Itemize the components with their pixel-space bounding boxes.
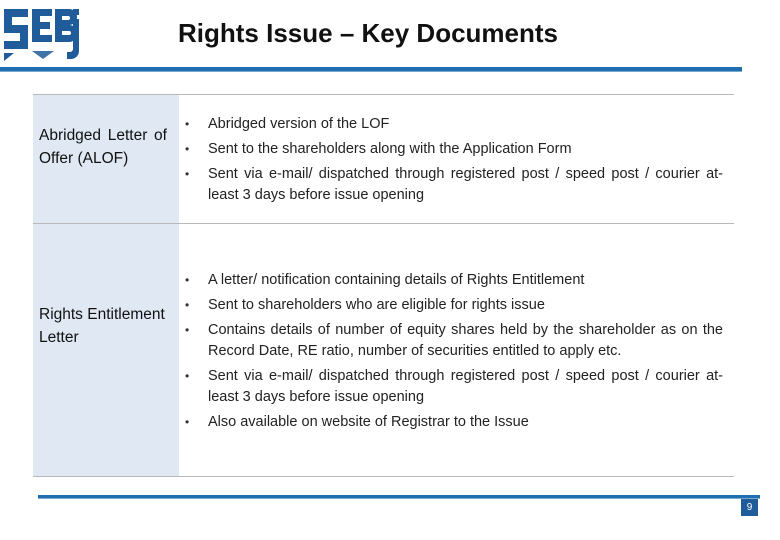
page-number: 9 [741, 499, 758, 516]
page-title: Rights Issue – Key Documents [178, 18, 558, 48]
list-item: • Sent to shareholders who are eligible for rights issue [183, 295, 723, 316]
list-item: • A letter/ notification containing details of Rights Entitlement [183, 270, 723, 291]
list-item: • Sent to the shareholders along with the Application Form [183, 139, 723, 160]
row-label: Rights Entitlement Letter [39, 306, 165, 346]
row-bullet-list [183, 114, 723, 210]
list-item: • Sent via e-mail/ dispatched through registered post / speed post / courier at-least 3 days before issue opening [183, 164, 723, 206]
row-label-cell [33, 224, 179, 477]
header-rule-thin [0, 71, 742, 72]
list-item: • Also available on website of Registrar to the Issue [183, 412, 723, 433]
row-label-cell [33, 95, 179, 223]
list-item: • Contains details of number of equity shares held by the shareholder as on the Record Date, RE ratio, number of securities entitled to apply etc. [183, 320, 723, 362]
table-rule-bottom [33, 476, 734, 477]
sebi-logo [2, 3, 82, 65]
documents-table [33, 94, 734, 477]
list-item: • Sent via e-mail/ dispatched through registered post / speed post / courier at-least 3 days before issue opening [183, 366, 723, 408]
list-item: • Abridged version of the LOF [183, 114, 723, 135]
footer-rule-thin [38, 498, 760, 499]
row-label: Abridged Letter of Offer (ALOF) [39, 127, 167, 167]
row-bullet-list [183, 270, 723, 437]
